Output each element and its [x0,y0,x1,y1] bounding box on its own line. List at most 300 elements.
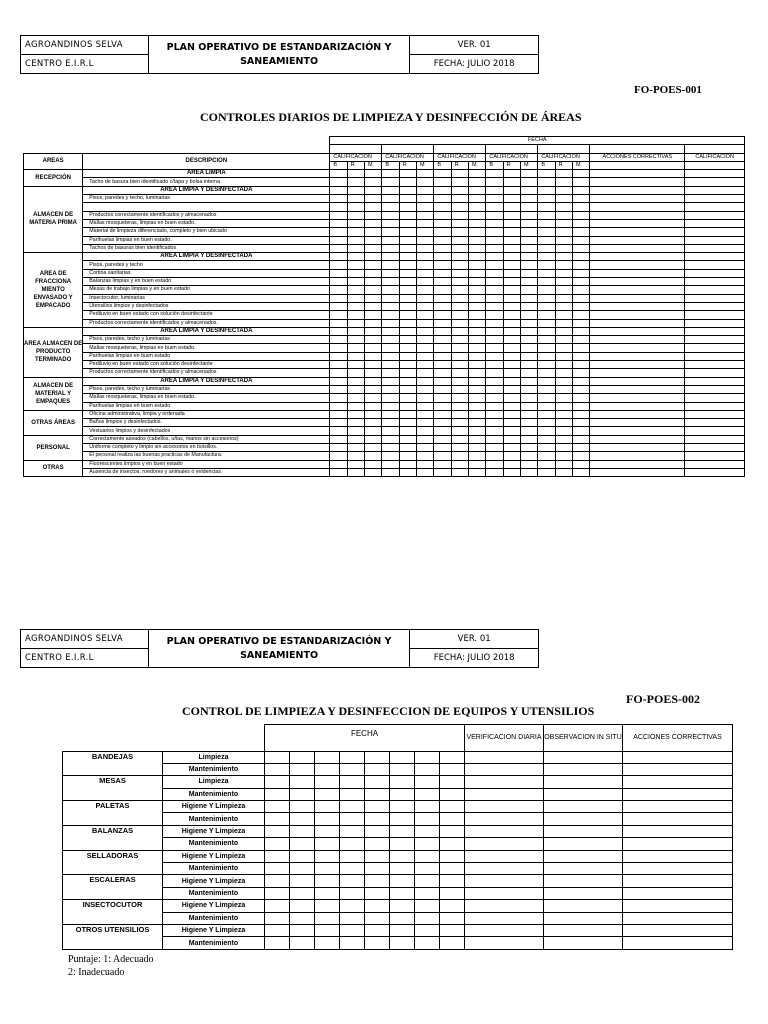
grid-cell [365,203,382,211]
grid-cell [503,203,520,211]
area-row [24,394,745,402]
grid-cell [685,327,745,335]
grid-cell [290,813,315,825]
grid-cell [415,788,440,800]
grid-cell [685,435,745,443]
grid-cell [521,361,538,369]
grid-cell [365,302,382,310]
description-cell: Correctamente aseados (cabellos, uñas, manos sin accesorios) [83,435,330,443]
grade-header: B [486,161,503,169]
grid-cell [451,410,468,418]
grid-cell [685,253,745,261]
grid-cell [486,178,503,186]
grid-cell [451,443,468,451]
grid-cell [623,801,733,813]
grid-cell [486,236,503,244]
grid-cell [417,178,434,186]
grid-cell [265,838,290,850]
grid-cell [347,402,364,410]
area-row [24,219,745,227]
grid-cell [623,937,733,949]
grid-cell [390,912,415,924]
equipment-row [63,838,733,850]
grid-cell [590,203,685,211]
grid-cell [572,170,589,178]
grid-cell [572,286,589,294]
area-name: AREA DE FRACCIONA MIENTO ENVASADO Y EMPACADO [24,253,83,328]
grid-cell [538,344,555,352]
grid-cell [399,410,416,418]
grid-cell [330,427,347,435]
plan-title: PLAN OPERATIVO DE ESTANDARIZACIÓN Y SANEAMIENTO [148,36,409,74]
grid-cell [417,394,434,402]
description-cell: Productos correctamente identificados y almacenados. [83,319,330,327]
grid-cell [465,763,544,775]
grid-cell [347,286,364,294]
description-cell: Mesas de trabajo limpias y en buen estado [83,286,330,294]
grid-cell [590,211,685,219]
grid-cell [290,825,315,837]
grid-cell [315,887,340,899]
grid-cell [434,369,451,377]
action-cell: Limpieza [163,776,265,788]
grid-cell [685,394,745,402]
grid-cell [417,311,434,319]
grid-cell [486,435,503,443]
grid-cell [538,377,555,385]
grid-cell [503,294,520,302]
grid-cell [390,937,415,949]
grid-cell [590,278,685,286]
calificacion-header: CALIFICACION [434,153,486,161]
description-cell: Pisos, paredes, techo y luminarias [83,336,330,344]
grid-cell [685,452,745,460]
grid-cell [469,178,486,186]
grid-cell [290,801,315,813]
grid-cell [590,435,685,443]
grid-cell [544,801,623,813]
grid-cell [382,435,399,443]
grid-cell [390,850,415,862]
grid-cell [330,228,347,236]
grid-cell [555,452,572,460]
acciones-correctivas-header: ACCIONES CORRECTIVAS [590,153,685,161]
grid-cell [538,410,555,418]
grid-cell [555,327,572,335]
grid-cell [572,427,589,435]
grid-cell [538,178,555,186]
grid-cell [365,385,382,393]
grid-cell [538,269,555,277]
grid-cell [365,410,382,418]
grid-cell [451,170,468,178]
grid-cell [399,219,416,227]
grid-cell [590,269,685,277]
version-label: VER. 01 [410,36,539,55]
grid-cell [590,402,685,410]
action-cell: Limpieza [163,751,265,763]
grid-cell [503,261,520,269]
grid-cell [365,427,382,435]
grid-cell [521,352,538,360]
equipment-row [63,850,733,862]
grid-cell [265,887,290,899]
grid-cell [685,228,745,236]
grid-cell [434,327,451,335]
grid-cell [417,269,434,277]
grid-cell [365,460,382,468]
grid-cell [347,294,364,302]
grid-cell [382,294,399,302]
grid-cell [544,875,623,887]
score-legend-inadequate: 2: Inadecuado [68,967,125,978]
grid-cell [417,369,434,377]
grid-cell [417,286,434,294]
grid-cell [440,900,465,912]
grid-cell [365,377,382,385]
grid-cell [382,460,399,468]
grid-cell [434,244,451,252]
grid-cell [544,863,623,875]
area-row [24,302,745,310]
area-row [24,286,745,294]
grid-cell [469,394,486,402]
grid-cell [590,344,685,352]
grid-cell [440,838,465,850]
area-row [24,468,745,476]
areas-header: AREAS [24,153,83,170]
grid-cell [469,294,486,302]
grid-cell [390,887,415,899]
grid-cell [365,219,382,227]
action-cell: Higiene Y Limpieza [163,924,265,936]
grid-cell [399,170,416,178]
grid-cell [685,195,745,203]
grid-cell [330,344,347,352]
grid-cell [544,850,623,862]
grid-cell [469,319,486,327]
grid-cell [417,236,434,244]
grid-cell [486,195,503,203]
grid-cell [290,763,315,775]
grid-cell [365,319,382,327]
grid-cell [330,236,347,244]
grid-cell [399,369,416,377]
grid-cell [347,377,364,385]
grid-cell [399,327,416,335]
grid-cell [330,311,347,319]
grid-cell [399,385,416,393]
grid-cell [590,452,685,460]
grid-cell [415,887,440,899]
grade-header: M [521,161,538,169]
area-row [24,170,745,178]
grid-cell [503,394,520,402]
grid-cell [415,875,440,887]
equipment-name: INSECTOCUTOR [63,900,163,912]
grid-cell [572,460,589,468]
plan-title: PLAN OPERATIVO DE ESTANDARIZACIÓN Y SANEAMIENTO [148,630,409,668]
grid-cell [399,402,416,410]
grid-cell [555,286,572,294]
grid-cell [685,410,745,418]
grid-cell [555,203,572,211]
grid-cell [486,261,503,269]
grid-cell [538,244,555,252]
grid-cell [265,813,290,825]
grid-cell [486,244,503,252]
grid-cell [469,410,486,418]
description-cell: Ausencia de insectos, roedores y animales o evidencias. [83,468,330,476]
description-cell: Mallas mosqueteras, limpias en buen estado. [83,394,330,402]
grid-cell [555,369,572,377]
grid-cell [340,900,365,912]
area-subheader: AREA LIMPIA Y DESINFECTADA [83,253,330,261]
grid-cell [503,419,520,427]
grid-cell [555,402,572,410]
grid-cell [469,435,486,443]
grid-cell [365,336,382,344]
grid-cell [623,924,733,936]
area-row [24,435,745,443]
grid-cell [521,419,538,427]
grid-cell [417,219,434,227]
grid-cell [265,763,290,775]
grid-cell [347,211,364,219]
grid-cell [503,452,520,460]
grid-cell [434,219,451,227]
grid-cell [347,443,364,451]
header-spacer [24,137,330,145]
grid-cell [486,443,503,451]
grid-cell [503,236,520,244]
grid-cell [382,327,399,335]
grid-cell [555,219,572,227]
grid-cell [521,219,538,227]
grid-cell [315,875,340,887]
grid-cell [486,253,503,261]
grid-cell [469,219,486,227]
grid-cell [521,344,538,352]
grid-cell [399,203,416,211]
grid-cell [555,178,572,186]
grid-cell [315,912,340,924]
grid-cell [390,776,415,788]
grid-cell [521,327,538,335]
grid-cell [555,170,572,178]
grid-cell [538,385,555,393]
grid-cell [440,850,465,862]
grid-cell [417,377,434,385]
grid-cell [365,369,382,377]
grid-cell [555,344,572,352]
grid-cell [365,178,382,186]
grid-cell [590,228,685,236]
date-cell [685,145,745,153]
grid-cell [417,336,434,344]
document-header-2 [20,629,539,668]
grid-cell [590,319,685,327]
header-row [63,725,733,752]
grid-cell [685,286,745,294]
grid-cell [347,410,364,418]
grid-cell [330,203,347,211]
grid-cell [417,460,434,468]
date-cell [382,145,434,153]
grid-cell [315,937,340,949]
grid-cell [417,195,434,203]
grid-cell [538,302,555,310]
grid-cell [434,302,451,310]
grid-cell [503,410,520,418]
grid-cell [572,203,589,211]
grid-cell [538,261,555,269]
date-cell [434,145,486,153]
grid-cell [521,236,538,244]
grid-cell [399,344,416,352]
grid-cell [434,336,451,344]
grid-cell [365,751,390,763]
grid-cell [417,186,434,194]
grid-cell [417,361,434,369]
grid-cell [440,801,465,813]
grid-cell [685,261,745,269]
grid-cell [315,838,340,850]
area-name: PERSONAL [24,435,83,460]
grid-cell [347,427,364,435]
grid-cell [365,419,382,427]
grid-cell [521,410,538,418]
grid-cell [417,443,434,451]
grid-cell [486,269,503,277]
calificacion-header: CALIFICACION [486,153,538,161]
grid-cell [486,319,503,327]
area-name: ALMACEN DE MATERIAL Y EMPAQUES [24,377,83,410]
grid-cell [555,186,572,194]
equipment-name-cont [63,887,163,899]
header-row-fecha [24,137,745,145]
grid-cell [417,402,434,410]
action-cell: Mantenimiento [163,937,265,949]
grid-cell [330,460,347,468]
grid-cell [544,776,623,788]
grid-cell [623,763,733,775]
grid-cell [538,443,555,451]
description-cell: Productos correctamente identificados y almacenados [83,211,330,219]
grid-cell [315,924,340,936]
grid-cell [685,460,745,468]
grid-cell [365,435,382,443]
description-cell: Fluorescentes limpios y en buen estado [83,460,330,468]
grid-cell [538,361,555,369]
grid-cell [315,788,340,800]
grid-cell [572,219,589,227]
grid-cell [434,228,451,236]
grid-cell [390,751,415,763]
grid-cell [469,361,486,369]
grid-cell [538,427,555,435]
areas-control-table [23,136,745,477]
grid-cell [544,924,623,936]
equipment-row [63,788,733,800]
grid-cell [399,211,416,219]
grid-cell [465,801,544,813]
grid-cell [685,352,745,360]
grid-cell [382,377,399,385]
grid-cell [465,937,544,949]
equipment-row [63,912,733,924]
description-cell: Baños limpios y desinfectados. [83,419,330,427]
area-row [24,294,745,302]
grid-cell [347,178,364,186]
grid-cell [434,385,451,393]
grid-cell [365,776,390,788]
grid-cell [503,427,520,435]
grid-cell [590,161,685,169]
verificacion-header: VERIFICACION DIARIA [465,725,544,752]
description-cell: Tachos de basuras bien identificados [83,244,330,252]
area-subheader: AREA LIMPIA Y DESINFECTADA [83,377,330,385]
grid-cell [415,763,440,775]
grid-cell [486,352,503,360]
grid-cell [503,278,520,286]
grid-cell [434,361,451,369]
description-cell: Utensilios limpios y desinfectados [83,302,330,310]
area-subheader: AREA LIMPIA Y DESINFECTADA [83,327,330,335]
grid-cell [399,460,416,468]
grid-cell [415,937,440,949]
grade-header: B [330,161,347,169]
grid-cell [451,460,468,468]
grid-cell [415,900,440,912]
grid-cell [399,236,416,244]
grid-cell [382,427,399,435]
grade-header: M [572,161,589,169]
grade-header: B [434,161,451,169]
grid-cell [434,402,451,410]
grid-cell [365,468,382,476]
grid-cell [365,838,390,850]
grid-cell [486,369,503,377]
grid-cell [538,286,555,294]
grid-cell [399,294,416,302]
grid-cell [290,776,315,788]
area-row [24,419,745,427]
grid-cell [347,419,364,427]
grid-cell [265,937,290,949]
grid-cell [347,228,364,236]
grid-cell [521,377,538,385]
grid-cell [521,369,538,377]
grid-cell [265,912,290,924]
acciones-header: ACCIONES CORRECTIVAS [623,725,733,752]
area-name: OTRAS [24,460,83,477]
grid-cell [382,452,399,460]
grid-cell [434,253,451,261]
equipment-name: SELLADORAS [63,850,163,862]
grid-cell [434,294,451,302]
grid-cell [399,452,416,460]
grid-cell [486,385,503,393]
action-cell: Higiene Y Limpieza [163,875,265,887]
grid-cell [440,912,465,924]
grid-cell [538,186,555,194]
action-cell: Higiene Y Limpieza [163,850,265,862]
area-row [24,377,745,385]
grid-cell [623,850,733,862]
grid-cell [538,452,555,460]
grid-cell [347,361,364,369]
